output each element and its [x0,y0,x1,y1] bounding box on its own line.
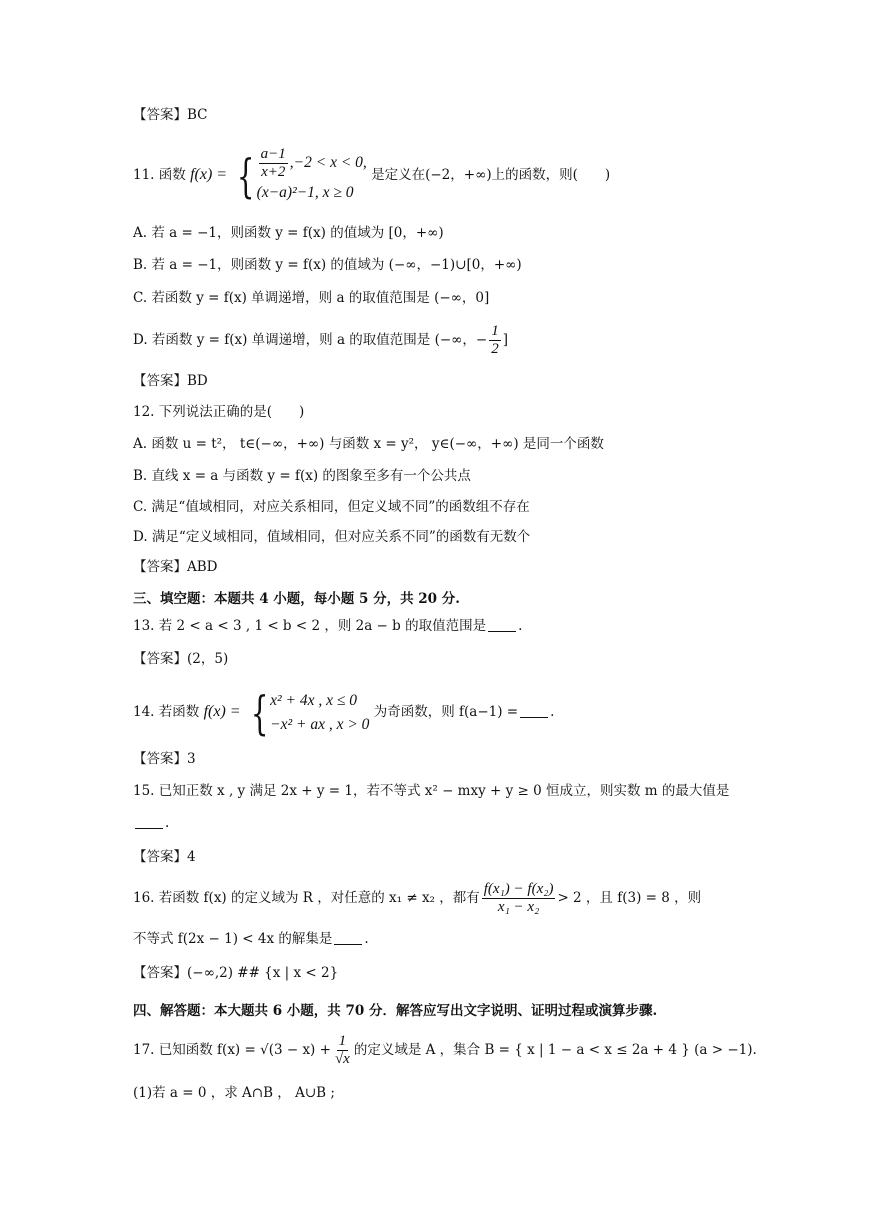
question-12-option-b: B. 直线 x = a 与函数 y = f(x) 的图象至多有一个公共点 [133,468,471,484]
section-4-heading: 四、解答题：本大题共 6 小题，共 70 分．解答应写出文字说明、证明过程或演算步骤. [133,1003,658,1019]
answer-13: 【答案】(2，5) [133,651,229,667]
question-14: 14. 若函数 f(x) = { x² + 4x , x ≤ 0 −x² + ax , x > 0 为奇函数，则 f(a−1) = . [133,685,555,740]
answer-10: 【答案】BC [133,107,208,123]
answer-16: 【答案】(−∞,2) ## {x | x < 2} [133,965,339,981]
question-16-line-2: 不等式 f(2x − 1) < 4x 的解集是 . [133,931,369,947]
piecewise-function: { x² + 4x , x ≤ 0 −x² + ax , x > 0 [250,685,370,740]
question-11: 11. 函数 f(x) = { $\frac{a-1}{x+2}$ ,−2 < x < 0, (x−a)²−1, x ≥ 0 是定义在(−2，+∞)上的函数，则( ) [133,146,610,205]
answer-blank [520,703,548,718]
question-12-option-c: C. 满足“值域相同，对应关系相同，但定义域不同”的函数组不存在 [133,499,530,515]
section-3-heading: 三、填空题：本题共 4 小题，每小题 5 分，共 20 分. [133,591,460,607]
answer-11: 【答案】BD [133,373,208,389]
answer-15: 【答案】4 [133,849,196,865]
fraction: $\frac{a-1}{x+2}$ [260,146,286,180]
question-12-option-d: D. 满足“定义域相同，值域相同，但对应关系不同”的函数有无数个 [133,529,531,545]
question-11-option-c: C. 若函数 y = f(x) 单调递增，则 a 的取值范围是 (−∞，0] [133,290,490,306]
answer-14: 【答案】3 [133,751,196,767]
left-brace: { [237,148,255,203]
fraction: $\frac{1}{√x}$ [334,1033,350,1067]
question-11-option-d: D. 若函数 y = f(x) 单调递增，则 a 的取值范围是 (−∞，− $\frac{1}{2}$ ] [133,323,509,357]
question-17-part-1: (1)若 a = 0 ，求 A∩B ， A∪B ; [133,1085,335,1101]
left-brace: { [250,685,269,740]
piecewise-function: { $\frac{a-1}{x+2}$ ,−2 < x < 0, (x−a)²−1, x ≥ 0 [237,146,367,203]
fraction: $\frac{1}{2}$ [491,323,499,357]
answer-blank [334,930,362,945]
answer-blank [488,617,516,632]
question-11-option-a: A. 若 a = −1，则函数 y = f(x) 的值域为 [0，+∞) [133,225,444,241]
question-15: 15. 已知正数 x , y 满足 2x + y = 1，若不等式 x² − mxy + y ≥ 0 恒成立，则实数 m 的最大值是 [133,783,730,799]
question-12-option-a: A. 函数 u = t²， t∈(−∞，+∞) 与函数 x = y²， y∈(−∞，+∞) 是同一个函数 [133,436,604,452]
question-11-option-b: B. 若 a = −1，则函数 y = f(x) 的值域为 (−∞，−1)∪[0，+∞) [133,257,522,273]
answer-12: 【答案】ABD [133,559,218,575]
question-13: 13. 若 2 < a < 3 , 1 < b < 2 ，则 2a − b 的取值范围是 . [133,618,523,634]
question-15-line-2: . [133,812,169,834]
question-17: 17. 已知函数 f(x) = √(3 − x) + $\frac{1}{√x}$ 的定义域是 A ，集合 B = { x | 1 − a < x ≤ 2a + 4 } (a > −1). [133,1033,757,1067]
question-16: 16. 若函数 f(x) 的定义域为 R ，对任意的 x₁ ≠ x₂ ，都有 $\frac{\text{f(x₁) − f(x₂)}}{\text{x₁ − x₂}}$ > 2 ，且 f(3) = 8 ，则 [133,881,702,915]
fraction: $\frac{\text{f(x₁) − f(x₂)}}{\text{x₁ − x₂}}$ [483,881,554,915]
answer-blank [135,814,163,829]
question-12: 12. 下列说法正确的是( ) [133,404,305,420]
